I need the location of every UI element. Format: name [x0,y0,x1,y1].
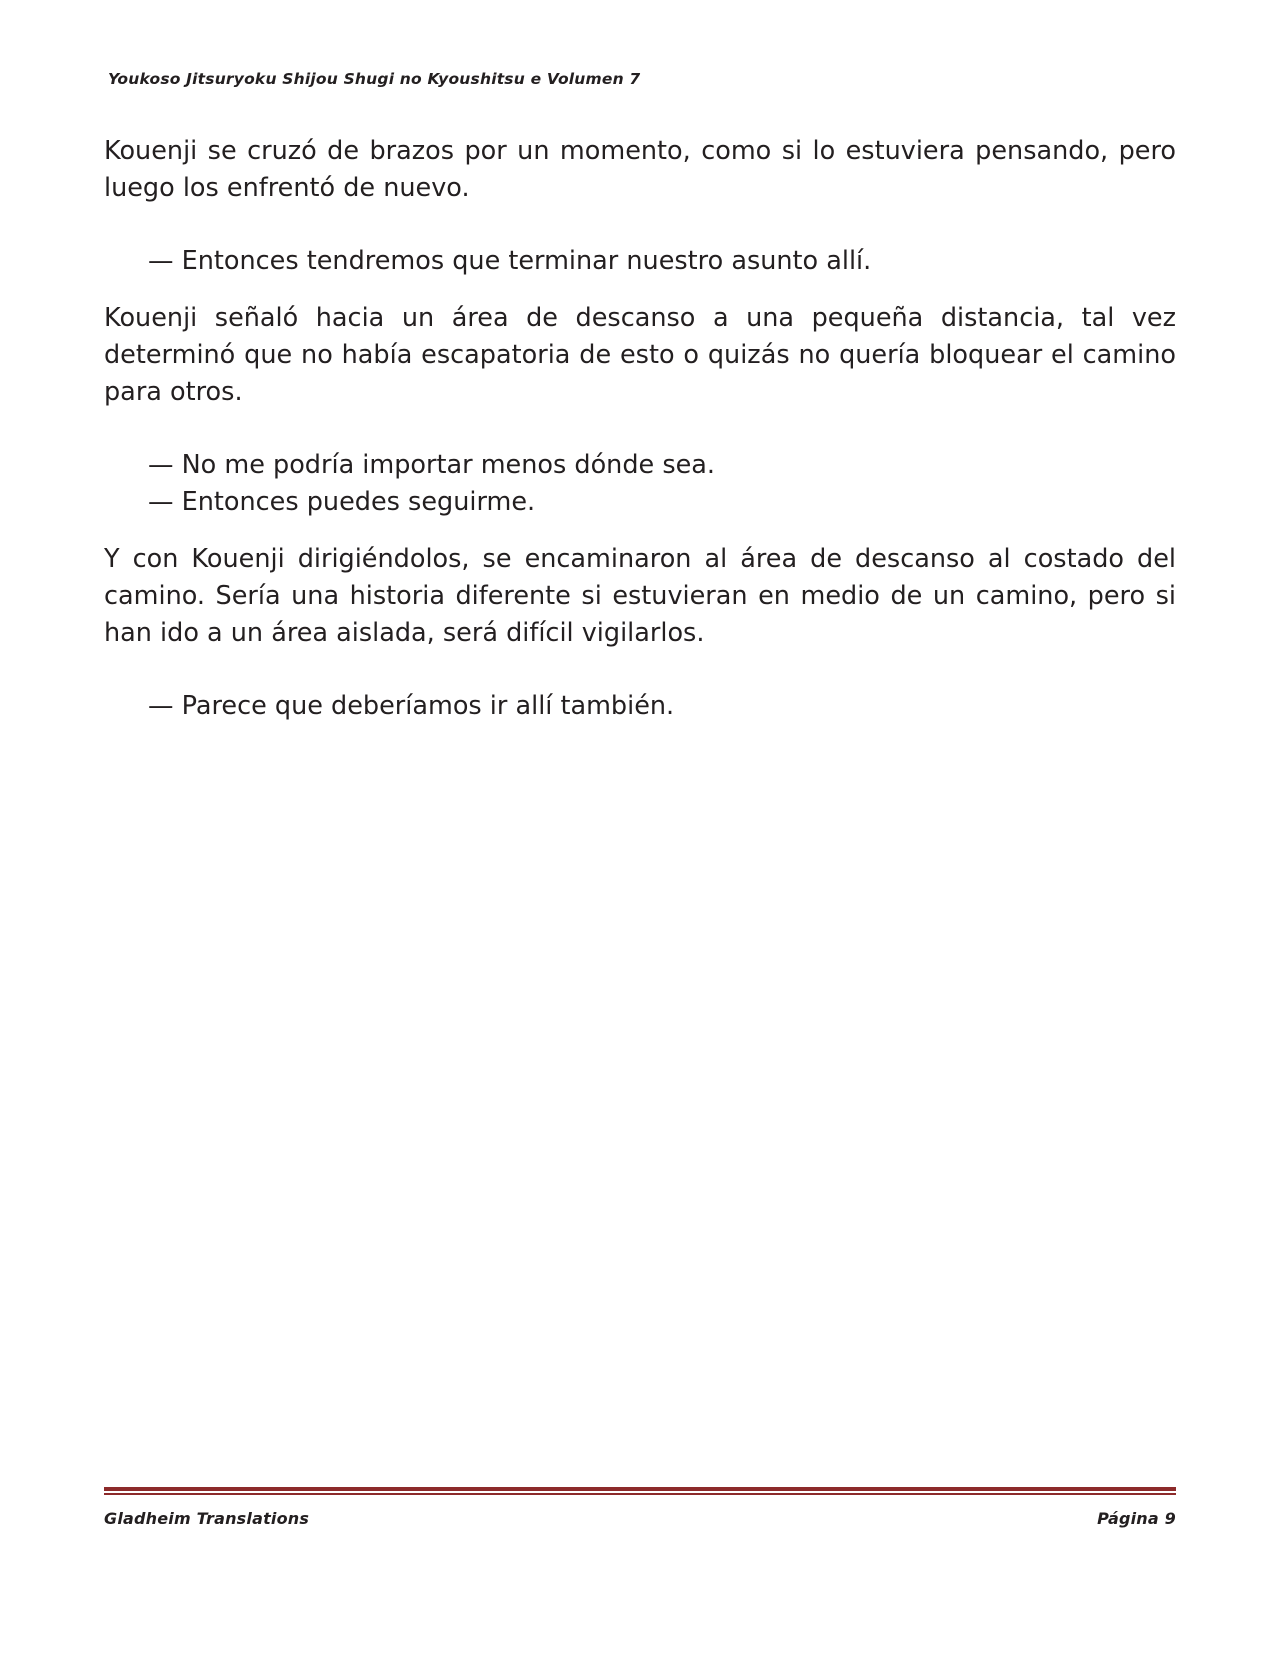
footer-page-number: Página 9 [1097,1509,1176,1528]
footer-divider-thin [104,1493,1176,1495]
spacer [104,223,1176,243]
footer-divider-thick [104,1487,1176,1491]
spacer [104,668,1176,688]
spacer [104,521,1176,541]
paragraph-3: Y con Kouenji dirigiéndolos, se encaminaron al área de descanso al costado del camino. Sería una historia diferente si estuvieran en medio de un camino, pero si han ido a un área aislada, será difícil vigilarlos. [104,543,1176,648]
header-title: Youkoso Jitsuryoku Shijou Shugi no Kyoushitsu e Volumen 7 [108,70,641,88]
paragraph-1: Kouenji se cruzó de brazos por un momento, como si lo estuviera pensando, pero luego los enfrentó de nuevo. [104,136,1176,203]
dialogue-line-3: — Entonces puedes seguirme. [148,486,536,517]
dialogue-line-1: — Entonces tendremos que terminar nuestro asunto allí. [148,245,872,276]
page-footer [104,1487,1176,1528]
page-header [108,70,1172,88]
footer-row [104,1509,1176,1528]
footer-credit: Gladheim Translations [104,1509,310,1528]
spacer [104,427,1176,447]
paragraph-2: Kouenji señaló hacia un área de descanso a una pequeña distancia, tal vez determinó que no había escapatoria de esto o quizás no quería bloquear el camino para otros. [104,302,1176,407]
dialogue-line-2: — No me podría importar menos dónde sea. [148,449,716,480]
spacer [104,280,1176,300]
dialogue-line-4: — Parece que deberíamos ir allí también. [148,690,675,721]
page-content [104,133,1176,725]
